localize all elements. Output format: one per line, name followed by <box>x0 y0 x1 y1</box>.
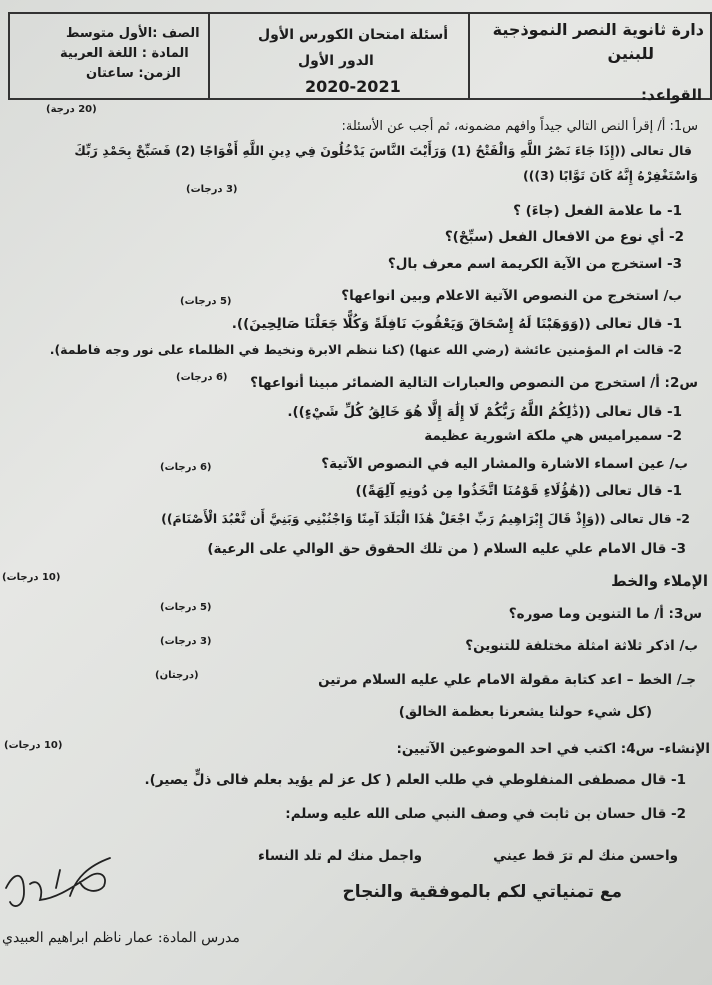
question-2b-item-1: 1- قال تعالى ((هَٰؤُلَاءِ قَوْمُنَا اتَّخَذُوا مِن دُونِهِ آلِهَةً)) <box>355 483 682 499</box>
question-2b-item-3: 3- قال الامام علي عليه السلام ( من تلك الحقوق حق الوالي على الرعية) <box>207 541 686 557</box>
header-divider <box>468 12 470 98</box>
question-1a-item-2: 2- أي نوع من الافعال الفعل (سبِّحْ)؟ <box>444 229 684 245</box>
essay-topic-1: 1- قال مصطفى المنفلوطي في طلب العلم ( كل عز لم يؤيد بعلم فالى ذلٍّ يصير). <box>144 772 686 788</box>
section-title-rules: القواعد: <box>640 86 702 104</box>
question-2b-intro: ب/ عين اسماء الاشارة والمشار اليه في النصوص الآتية؟ <box>321 456 688 472</box>
degree-label: (20 درجة) <box>46 104 97 115</box>
essay-topic-2: 2- قال حسان بن ثابت في وصف النبي صلى الله عليه وسلم: <box>285 806 686 822</box>
degree-label: (3 درجات) <box>160 636 212 647</box>
question-3a: س3: أ/ ما التنوين وما صوره؟ <box>508 606 702 622</box>
question-1b-intro: ب/ استخرج من النصوص الآتية الاعلام وبين انواعها؟ <box>341 288 682 304</box>
degree-label: (3 درجات) <box>186 184 238 195</box>
question-1a-item-1: 1- ما علامة الفعل (جاءَ) ؟ <box>513 203 682 219</box>
closing-wishes: مع تمنياتي لكم بالموفقية والنجاح <box>342 882 622 902</box>
degree-label: (5 درجات) <box>160 602 212 613</box>
degree-label: (6 درجات) <box>176 372 228 383</box>
signature-mark <box>0 848 130 923</box>
header-divider <box>208 12 210 98</box>
time-info: الزمن: ساعتان <box>86 66 181 81</box>
school-name: دارة ثانوية النصر النموذجية <box>492 20 704 39</box>
class-info: الصف :الأول متوسط <box>66 26 200 41</box>
question-1a-intro: س1: أ/ إقرأ النص التالي جيداً وافهم مضمونه، ثم أجب عن الأسئلة: <box>341 119 698 134</box>
subject-info: المادة : اللغة العربية <box>60 46 189 61</box>
degree-label: (6 درجات) <box>160 462 212 473</box>
question-2a-item-1: 1- قال تعالى ((ذَٰلِكُمُ اللَّهُ رَبُّكُمْ لَا إِلَٰهَ إِلَّا هُوَ خَالِقُ كُلِّ شَيْءٍ)). <box>287 404 682 420</box>
question-2a-item-2: 2- سميراميس هي ملكة اشورية عظيمة <box>424 428 682 444</box>
question-2b-item-2: 2- قال تعالى ((وَإِذْ قَالَ إِبْرَاهِيمُ رَبِّ اجْعَلْ هَٰذَا الْبَلَدَ آمِنًا وَاجْنُبْنِي وَبَنِيَّ أَن نَّعْبُدَ الْأَصْنَامَ)) <box>161 511 690 526</box>
section-title-dictation: الإملاء والخط <box>611 572 708 590</box>
school-name-line2: للبنين <box>607 44 654 63</box>
question-3b: ب/ اذكر ثلاثة امثلة مختلفة للتنوين؟ <box>465 638 698 654</box>
exam-title: أسئلة امتحان الكورس الأول <box>258 27 449 43</box>
degree-label: (10 درجات) <box>2 572 61 583</box>
teacher-name: مدرس المادة: عمار ناظم ابراهيم العبيدي <box>2 930 240 946</box>
question-2a-intro: س2: أ/ استخرج من النصوص والعبارات التالية الضمائر مبينا أنواعها؟ <box>250 375 698 391</box>
poem-verse-right: واحسن منك لم ترَ قط عيني <box>493 848 678 864</box>
degree-label: (5 درجات) <box>180 296 232 307</box>
question-1a-verse: قال تعالى ((إِذَا جَاءَ نَصْرُ اللَّهِ وَالْفَتْحُ (1) وَرَأَيْتَ النَّاسَ يَدْخُلُونَ فِي دِينِ اللَّهِ أَفْوَاجًا (2) فَسَبِّحْ بِحَمْدِ رَبِّكَ <box>74 143 692 158</box>
question-1b-item-2: 2- قالت ام المؤمنين عائشة (رضي الله عنها) (كنا ننظم الابرة ونخيط في الظلماء على نور وجه فاطمة). <box>49 342 682 357</box>
section-title-essay: الإنشاء- س4: اكتب في احد الموضوعين الآتيين: <box>396 741 710 757</box>
question-1a-item-3: 3- استخرج من الآية الكريمة اسم معرف بال؟ <box>387 256 682 272</box>
exam-year: 2020-2021 <box>305 77 401 96</box>
degree-label: (10 درجات) <box>4 740 63 751</box>
question-3c: جـ/ الخط – اعد كتابة مقولة الامام علي عليه السلام مرتين <box>318 672 696 688</box>
question-1b-item-1: 1- قال تعالى ((وَوَهَبْنَا لَهُ إِسْحَاقَ وَيَعْقُوبَ نَافِلَةً وَكُلًّا جَعَلْنَا صَالِحِينَ)). <box>231 316 682 332</box>
question-1a-verse-cont: وَاسْتَغْفِرْهُ إِنَّهُ كَانَ تَوَّابًا (3))) <box>522 168 698 183</box>
calligraphy-quote: (كل شيء حولنا يشعرنا بعظمة الخالق) <box>398 704 652 720</box>
degree-label: (درجتان) <box>155 670 199 681</box>
poem-verse-left: واجمل منك لم تلد النساء <box>258 848 423 864</box>
exam-round: الدور الأول <box>298 53 374 69</box>
